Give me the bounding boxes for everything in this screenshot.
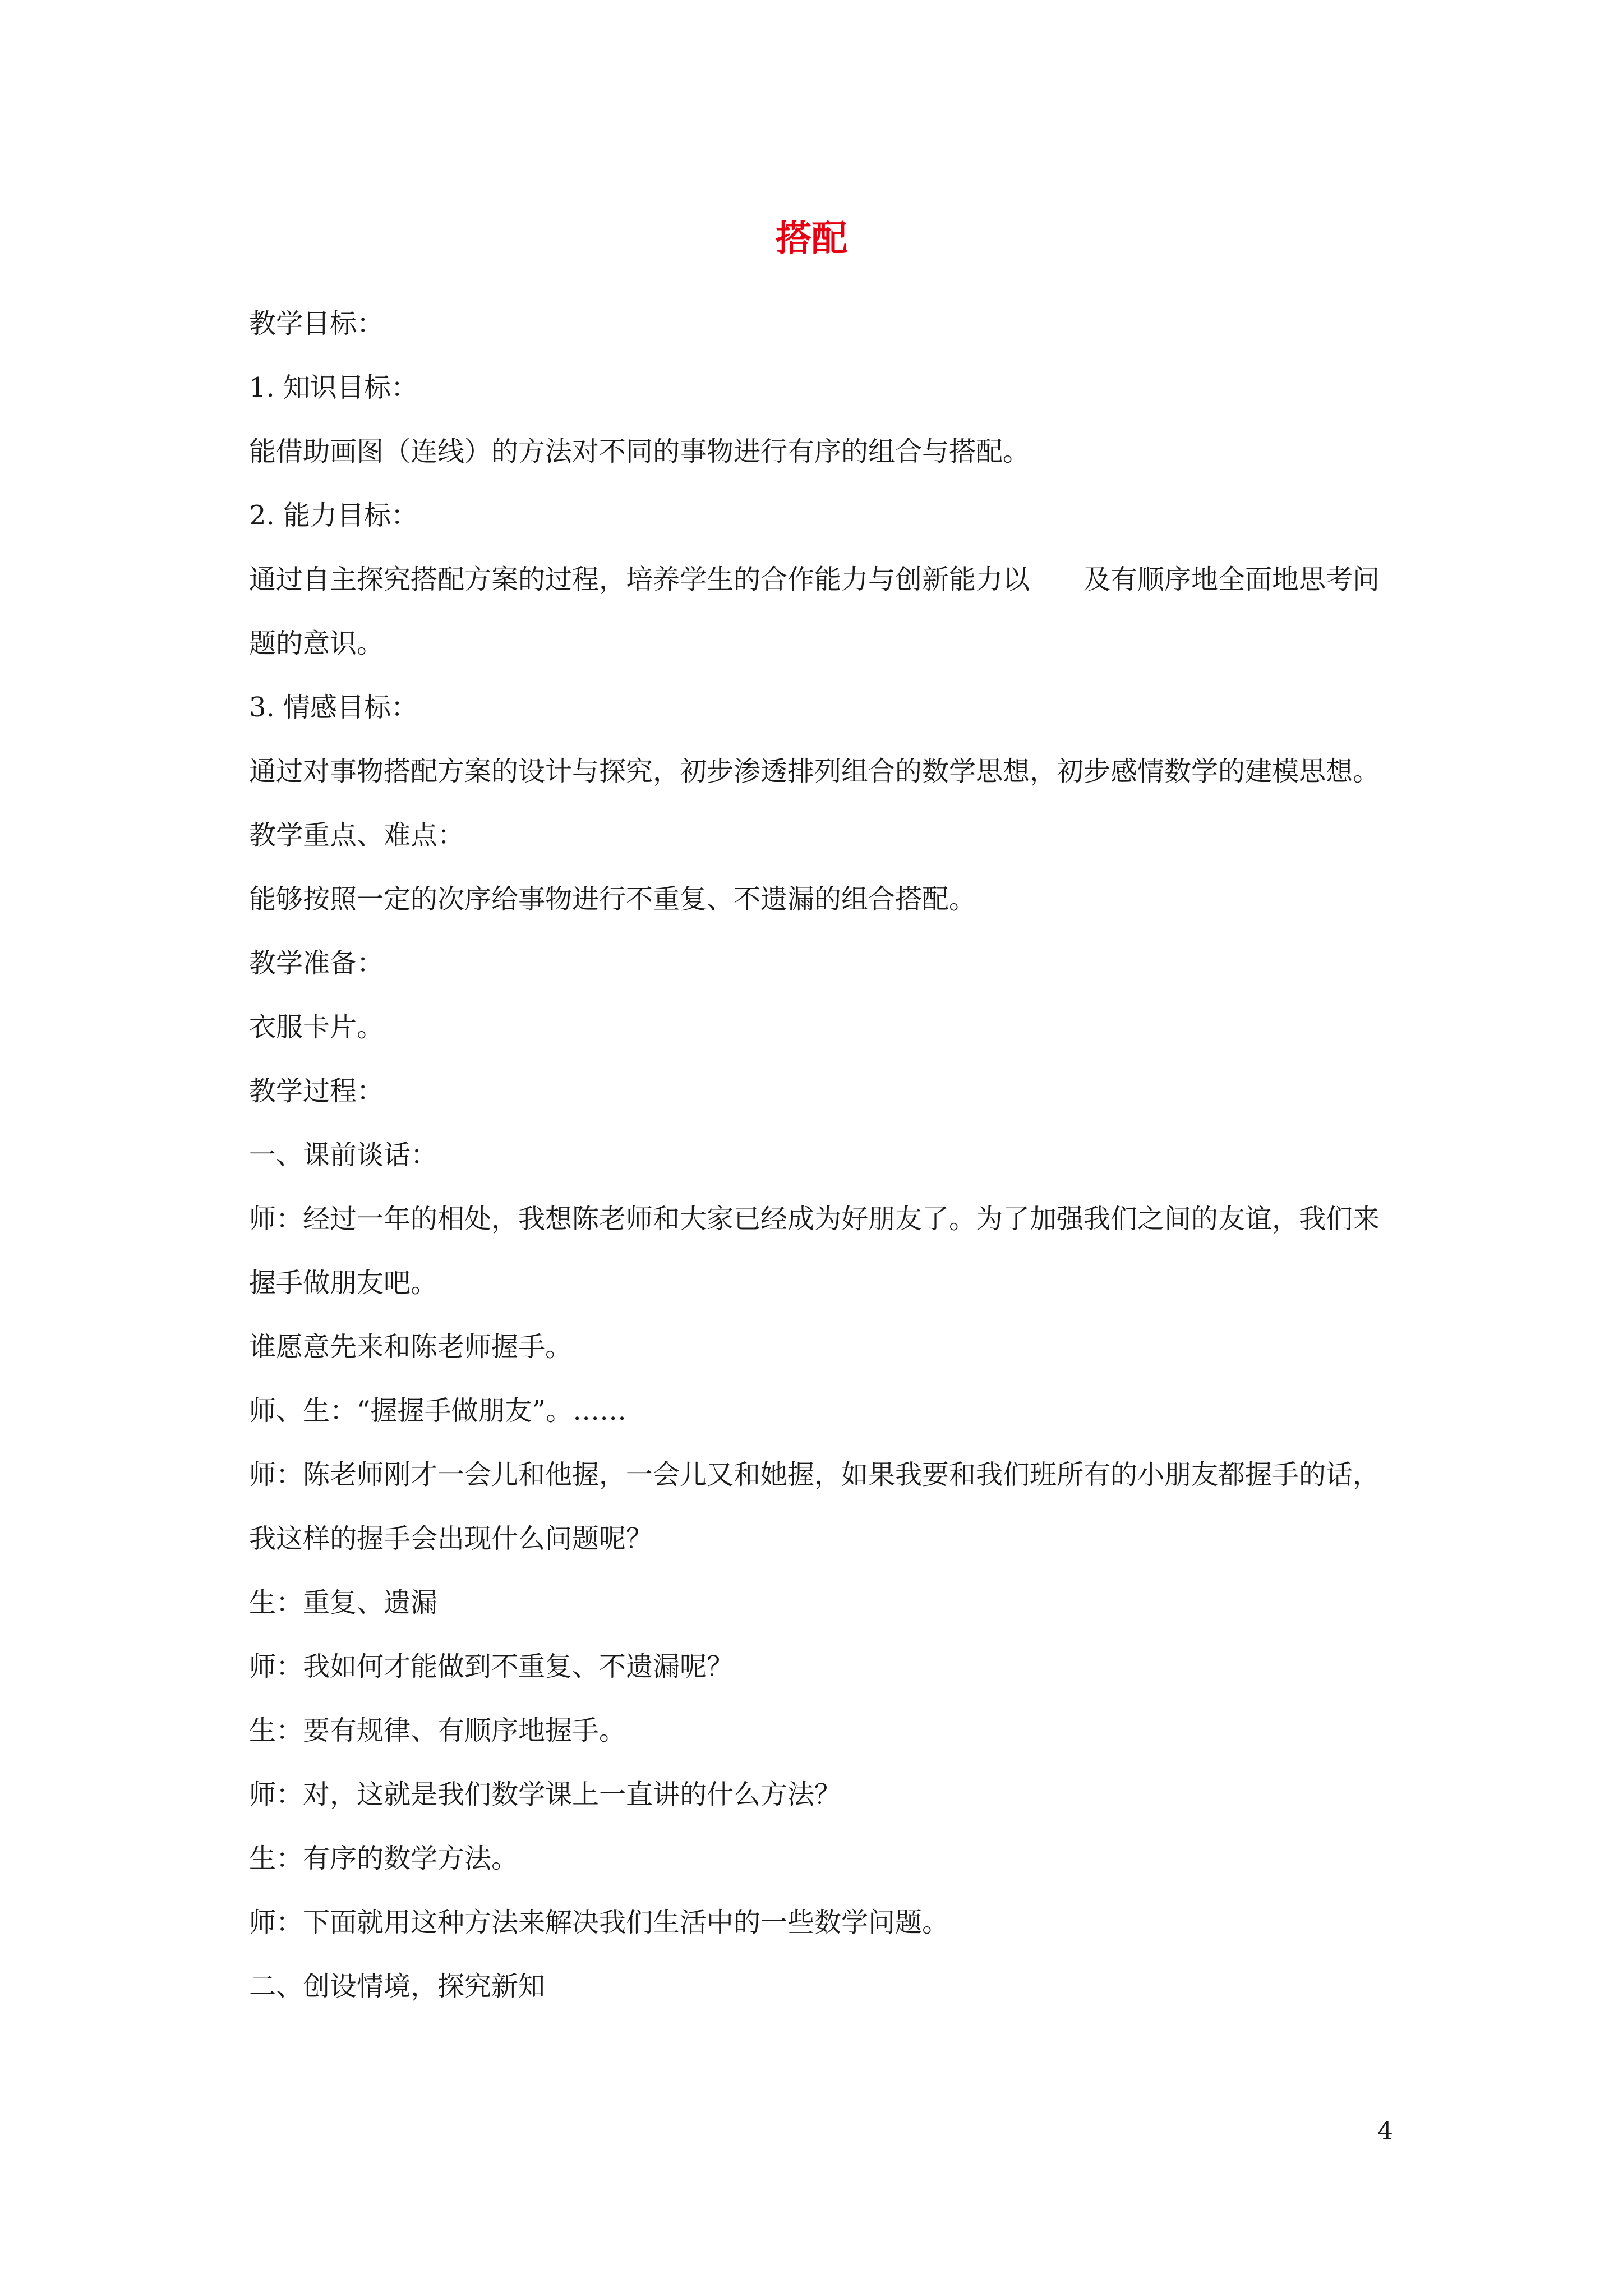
dialogue-line: 师、生：“握握手做朋友”。…… — [249, 1395, 627, 1427]
paragraph-emotion-goal: 通过对事物搭配方案的设计与探究，初步渗透排列组合的数学思想，初步感情数学的建模思想。 — [249, 756, 1380, 787]
dialogue-line: 生：要有规律、有顺序地握手。 — [249, 1715, 626, 1746]
heading-section-one: 一、课前谈话： — [249, 1139, 438, 1171]
dialogue-line: 师：对，这就是我们数学课上一直讲的什么方法？ — [249, 1779, 842, 1810]
heading-preparation: 教学准备： — [249, 947, 384, 979]
heading-emotion-goal: 3. 情感目标： — [249, 692, 418, 723]
dialogue-line: 师：我如何才能做到不重复、不遗漏呢？ — [249, 1651, 734, 1682]
document-body — [249, 292, 1387, 2018]
dialogue-line: 师：经过一年的相处，我想陈老师和大家已经成为好朋友了。为了加强我们之间的友谊，我们来握手做朋友吧。 — [249, 1203, 1380, 1299]
dialogue-line: 谁愿意先来和陈老师握手。 — [249, 1331, 573, 1363]
heading-section-two: 二、创设情境，探究新知 — [249, 1971, 546, 2002]
heading-process: 教学过程： — [249, 1075, 384, 1107]
heading-ability-goal: 2. 能力目标： — [249, 500, 418, 531]
heading-key-points: 教学重点、难点： — [249, 820, 465, 851]
heading-knowledge-goal: 1. 知识目标： — [249, 372, 418, 403]
paragraph-preparation: 衣服卡片。 — [249, 1011, 384, 1043]
paragraph-key-points: 能够按照一定的次序给事物进行不重复、不遗漏的组合搭配。 — [249, 884, 976, 915]
dialogue-line: 生：有序的数学方法。 — [249, 1843, 519, 1874]
dialogue-line: 师：下面就用这种方法来解决我们生活中的一些数学问题。 — [249, 1907, 949, 1938]
dialogue-line: 师：陈老师刚才一会儿和他握，一会儿又和她握，如果我要和我们班所有的小朋友都握手的话，我这样的握手会出现什么问题呢？ — [249, 1459, 1380, 1554]
dialogue-line: 生：重复、遗漏 — [249, 1587, 438, 1618]
document-title: 搭配 — [776, 218, 847, 260]
paragraph-ability-goal: 通过自主探究搭配方案的过程，培养学生的合作能力与创新能力以 及有顺序地全面地思考问题的意识。 — [249, 564, 1380, 659]
paragraph-knowledge-goal: 能借助画图（连线）的方法对不同的事物进行有序的组合与搭配。 — [249, 436, 1030, 467]
heading-teaching-goals: 教学目标： — [249, 308, 384, 339]
page-number: 4 — [1377, 2117, 1393, 2146]
